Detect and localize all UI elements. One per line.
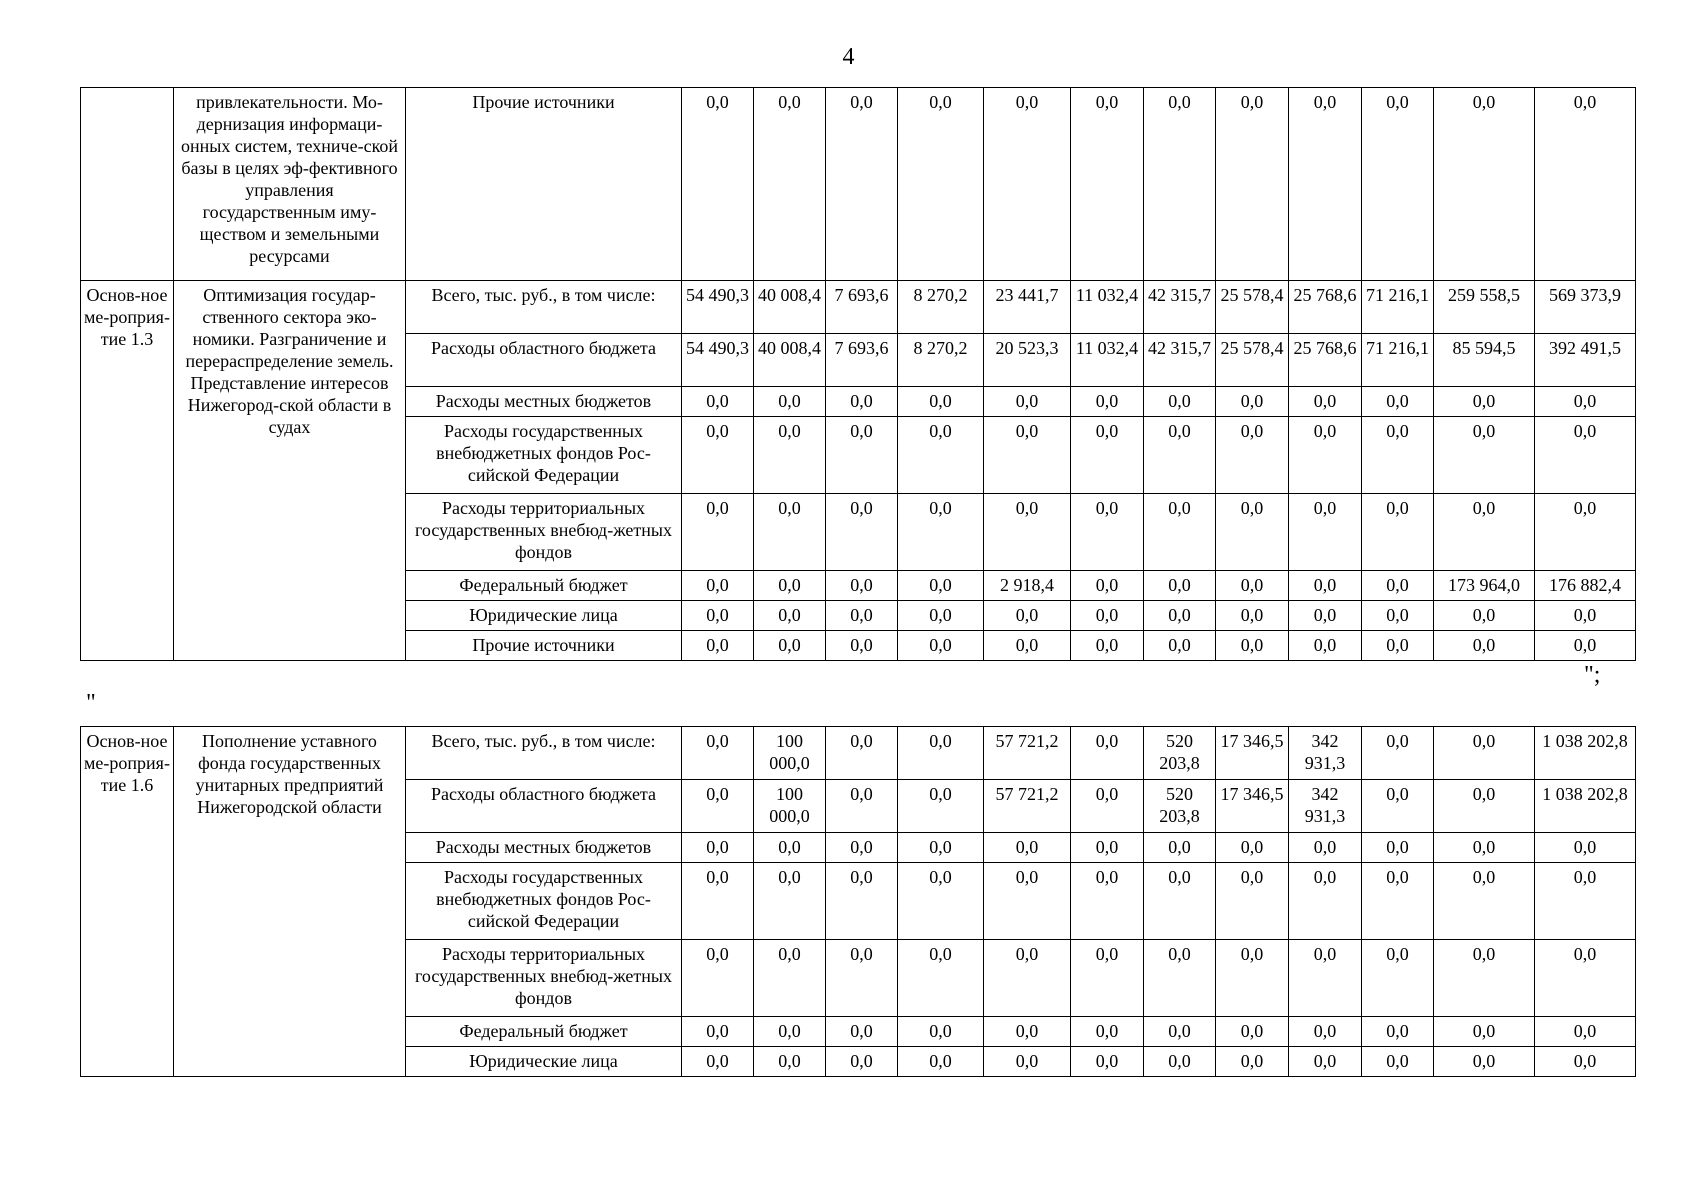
value-cell: 7 693,6 (826, 334, 898, 387)
value-cell: 0,0 (1362, 387, 1434, 417)
funding-source-cell: Расходы областного бюджета (406, 334, 682, 387)
value-cell: 0,0 (1434, 631, 1535, 661)
value-cell: 0,0 (1071, 780, 1144, 833)
value-cell: 0,0 (826, 1017, 898, 1047)
value-cell: 0,0 (1071, 387, 1144, 417)
value-cell: 0,0 (754, 940, 826, 1017)
measure-label-cell: Основ-ное ме-роприя-тие 1.3 (81, 281, 174, 661)
measure-name-cell: привлекательности. Мо-дернизация информаци-онных систем, техниче-ской базы в целях эф-фективного управления государственным иму-ществом и земельными ресурсами (174, 88, 406, 281)
value-cell: 0,0 (1071, 631, 1144, 661)
funding-source-cell: Всего, тыс. руб., в том числе: (406, 281, 682, 334)
closing-quote-mark: "; (1584, 662, 1601, 688)
value-cell: 0,0 (1289, 1017, 1362, 1047)
value-cell: 0,0 (826, 727, 898, 780)
value-cell: 0,0 (682, 940, 754, 1017)
value-cell: 0,0 (1216, 1047, 1289, 1077)
value-cell: 0,0 (826, 833, 898, 863)
value-cell: 520 203,8 (1144, 780, 1216, 833)
funding-source-cell: Всего, тыс. руб., в том числе: (406, 727, 682, 780)
value-cell: 0,0 (682, 494, 754, 571)
funding-source-cell: Расходы территориальных государственных внебюд-жетных фондов (406, 940, 682, 1017)
value-cell: 0,0 (1216, 1017, 1289, 1047)
value-cell: 0,0 (1144, 940, 1216, 1017)
value-cell: 25 768,6 (1289, 334, 1362, 387)
value-cell: 0,0 (1362, 833, 1434, 863)
funding-source-cell: Юридические лица (406, 601, 682, 631)
value-cell: 7 693,6 (826, 281, 898, 334)
value-cell: 0,0 (826, 387, 898, 417)
value-cell: 342 931,3 (1289, 780, 1362, 833)
value-cell: 0,0 (898, 571, 984, 601)
value-cell: 0,0 (754, 1047, 826, 1077)
value-cell: 0,0 (1216, 833, 1289, 863)
value-cell: 17 346,5 (1216, 727, 1289, 780)
value-cell: 0,0 (1362, 1017, 1434, 1047)
funding-source-cell: Расходы местных бюджетов (406, 387, 682, 417)
value-cell: 54 490,3 (682, 281, 754, 334)
value-cell: 0,0 (1362, 88, 1434, 281)
value-cell: 40 008,4 (754, 334, 826, 387)
value-cell: 0,0 (1434, 1017, 1535, 1047)
value-cell: 0,0 (984, 863, 1071, 940)
value-cell: 0,0 (1144, 88, 1216, 281)
value-cell: 0,0 (1535, 863, 1636, 940)
value-cell: 0,0 (754, 417, 826, 494)
value-cell: 0,0 (1144, 1017, 1216, 1047)
value-cell: 0,0 (826, 780, 898, 833)
value-cell: 0,0 (754, 631, 826, 661)
value-cell: 0,0 (984, 833, 1071, 863)
value-cell: 20 523,3 (984, 334, 1071, 387)
value-cell: 57 721,2 (984, 727, 1071, 780)
value-cell: 100 000,0 (754, 727, 826, 780)
value-cell: 0,0 (1289, 417, 1362, 494)
value-cell: 0,0 (1216, 863, 1289, 940)
value-cell: 0,0 (826, 631, 898, 661)
value-cell: 0,0 (1535, 387, 1636, 417)
value-cell: 2 918,4 (984, 571, 1071, 601)
value-cell: 0,0 (682, 387, 754, 417)
value-cell: 0,0 (898, 631, 984, 661)
value-cell: 0,0 (1216, 940, 1289, 1017)
value-cell: 0,0 (1289, 494, 1362, 571)
value-cell: 71 216,1 (1362, 281, 1434, 334)
funding-source-cell: Расходы государственных внебюджетных фондов Рос-сийской Федерации (406, 863, 682, 940)
value-cell: 0,0 (682, 863, 754, 940)
value-cell: 0,0 (1289, 571, 1362, 601)
value-cell: 0,0 (1535, 88, 1636, 281)
value-cell: 0,0 (1071, 571, 1144, 601)
value-cell: 0,0 (984, 601, 1071, 631)
value-cell: 0,0 (1289, 940, 1362, 1017)
funding-source-cell: Прочие источники (406, 88, 682, 281)
value-cell: 40 008,4 (754, 281, 826, 334)
table-row (81, 281, 1636, 334)
value-cell: 0,0 (898, 417, 984, 494)
value-cell: 0,0 (1434, 387, 1535, 417)
table-row (81, 88, 1636, 281)
value-cell: 0,0 (1362, 417, 1434, 494)
value-cell: 0,0 (898, 727, 984, 780)
value-cell: 0,0 (682, 1047, 754, 1077)
value-cell: 0,0 (1071, 1047, 1144, 1077)
value-cell: 0,0 (826, 1047, 898, 1077)
value-cell: 0,0 (1362, 863, 1434, 940)
value-cell: 0,0 (1535, 940, 1636, 1017)
funding-source-cell: Расходы территориальных государственных внебюд-жетных фондов (406, 494, 682, 571)
value-cell: 0,0 (754, 863, 826, 940)
value-cell: 0,0 (1144, 631, 1216, 661)
value-cell: 0,0 (1144, 833, 1216, 863)
page-number: 4 (842, 44, 855, 70)
value-cell: 42 315,7 (1144, 281, 1216, 334)
value-cell: 0,0 (1289, 387, 1362, 417)
value-cell: 0,0 (984, 417, 1071, 494)
value-cell: 0,0 (1071, 833, 1144, 863)
value-cell: 0,0 (1289, 863, 1362, 940)
value-cell: 0,0 (1289, 833, 1362, 863)
value-cell: 0,0 (1289, 1047, 1362, 1077)
value-cell: 0,0 (754, 88, 826, 281)
value-cell: 0,0 (1362, 940, 1434, 1017)
value-cell: 0,0 (898, 494, 984, 571)
value-cell: 0,0 (826, 940, 898, 1017)
value-cell: 0,0 (1362, 571, 1434, 601)
value-cell: 11 032,4 (1071, 281, 1144, 334)
value-cell: 0,0 (1434, 833, 1535, 863)
value-cell: 0,0 (1144, 387, 1216, 417)
value-cell: 0,0 (1216, 494, 1289, 571)
value-cell: 0,0 (826, 417, 898, 494)
value-cell: 1 038 202,8 (1535, 727, 1636, 780)
value-cell: 0,0 (826, 863, 898, 940)
value-cell: 0,0 (984, 88, 1071, 281)
value-cell: 0,0 (1434, 780, 1535, 833)
value-cell: 0,0 (1071, 863, 1144, 940)
value-cell: 8 270,2 (898, 281, 984, 334)
measure-name-cell: Пополнение уставного фонда государственных унитарных предприятий Нижегородской области (174, 727, 406, 1077)
value-cell: 0,0 (1535, 601, 1636, 631)
value-cell: 0,0 (1362, 494, 1434, 571)
funding-source-cell: Юридические лица (406, 1047, 682, 1077)
value-cell: 0,0 (898, 88, 984, 281)
value-cell: 0,0 (984, 387, 1071, 417)
value-cell: 569 373,9 (1535, 281, 1636, 334)
value-cell: 0,0 (1071, 601, 1144, 631)
value-cell: 0,0 (1289, 88, 1362, 281)
value-cell: 0,0 (898, 833, 984, 863)
value-cell: 0,0 (1216, 601, 1289, 631)
value-cell: 0,0 (898, 940, 984, 1017)
value-cell: 0,0 (1434, 417, 1535, 494)
value-cell: 0,0 (898, 863, 984, 940)
value-cell: 0,0 (1434, 863, 1535, 940)
value-cell: 0,0 (1535, 417, 1636, 494)
value-cell: 0,0 (984, 1047, 1071, 1077)
value-cell: 0,0 (1535, 494, 1636, 571)
value-cell: 176 882,4 (1535, 571, 1636, 601)
value-cell: 0,0 (1216, 387, 1289, 417)
value-cell: 0,0 (984, 940, 1071, 1017)
value-cell: 0,0 (1362, 601, 1434, 631)
funding-source-cell: Расходы государственных внебюджетных фондов Рос-сийской Федерации (406, 417, 682, 494)
value-cell: 0,0 (754, 494, 826, 571)
value-cell: 0,0 (1071, 940, 1144, 1017)
value-cell: 0,0 (898, 780, 984, 833)
value-cell: 0,0 (1216, 88, 1289, 281)
value-cell: 0,0 (1071, 494, 1144, 571)
measure-label-cell: Основ-ное ме-роприя-тие 1.6 (81, 727, 174, 1077)
value-cell: 42 315,7 (1144, 334, 1216, 387)
value-cell: 0,0 (754, 571, 826, 601)
value-cell: 8 270,2 (898, 334, 984, 387)
value-cell: 392 491,5 (1535, 334, 1636, 387)
value-cell: 0,0 (1144, 1047, 1216, 1077)
value-cell: 0,0 (1144, 601, 1216, 631)
funding-source-cell: Федеральный бюджет (406, 571, 682, 601)
value-cell: 100 000,0 (754, 780, 826, 833)
value-cell: 0,0 (1144, 863, 1216, 940)
value-cell: 0,0 (682, 571, 754, 601)
value-cell: 173 964,0 (1434, 571, 1535, 601)
value-cell: 0,0 (984, 631, 1071, 661)
funding-source-cell: Расходы областного бюджета (406, 780, 682, 833)
table-row (81, 727, 1636, 780)
value-cell: 17 346,5 (1216, 780, 1289, 833)
value-cell: 259 558,5 (1434, 281, 1535, 334)
value-cell: 0,0 (898, 1047, 984, 1077)
value-cell: 0,0 (754, 387, 826, 417)
value-cell: 0,0 (1289, 631, 1362, 661)
value-cell: 0,0 (682, 833, 754, 863)
value-cell: 0,0 (826, 494, 898, 571)
value-cell: 0,0 (1362, 727, 1434, 780)
value-cell: 0,0 (826, 601, 898, 631)
value-cell: 0,0 (1216, 417, 1289, 494)
value-cell: 0,0 (1071, 88, 1144, 281)
value-cell: 0,0 (1434, 494, 1535, 571)
funding-source-cell: Федеральный бюджет (406, 1017, 682, 1047)
value-cell: 0,0 (1144, 417, 1216, 494)
value-cell: 0,0 (898, 1017, 984, 1047)
value-cell: 0,0 (1535, 833, 1636, 863)
value-cell: 0,0 (1071, 727, 1144, 780)
value-cell: 0,0 (1362, 631, 1434, 661)
value-cell: 0,0 (984, 1017, 1071, 1047)
value-cell: 0,0 (1434, 88, 1535, 281)
value-cell: 0,0 (898, 601, 984, 631)
value-cell: 0,0 (754, 833, 826, 863)
budget-table-continuation (80, 87, 1636, 661)
value-cell: 0,0 (1535, 1047, 1636, 1077)
value-cell: 342 931,3 (1289, 727, 1362, 780)
funding-source-cell: Расходы местных бюджетов (406, 833, 682, 863)
value-cell: 54 490,3 (682, 334, 754, 387)
value-cell: 0,0 (1289, 601, 1362, 631)
value-cell: 0,0 (1362, 1047, 1434, 1077)
value-cell: 0,0 (826, 88, 898, 281)
value-cell: 0,0 (1362, 780, 1434, 833)
opening-quote-mark: " (86, 690, 96, 716)
value-cell: 0,0 (1434, 727, 1535, 780)
value-cell: 0,0 (1434, 940, 1535, 1017)
value-cell: 71 216,1 (1362, 334, 1434, 387)
value-cell: 0,0 (1071, 1017, 1144, 1047)
value-cell: 0,0 (1434, 1047, 1535, 1077)
value-cell: 0,0 (682, 601, 754, 631)
value-cell: 0,0 (984, 494, 1071, 571)
value-cell: 0,0 (1216, 631, 1289, 661)
value-cell: 0,0 (682, 417, 754, 494)
value-cell: 0,0 (1216, 571, 1289, 601)
value-cell: 1 038 202,8 (1535, 780, 1636, 833)
measure-name-cell: Оптимизация государ-ственного сектора эко-номики. Разграничение и перераспределение земель. Представление интересов Нижегород-ской области в судах (174, 281, 406, 661)
value-cell: 23 441,7 (984, 281, 1071, 334)
value-cell: 0,0 (1434, 601, 1535, 631)
value-cell: 0,0 (1144, 571, 1216, 601)
value-cell: 0,0 (1144, 494, 1216, 571)
value-cell: 25 768,6 (1289, 281, 1362, 334)
value-cell: 0,0 (898, 387, 984, 417)
funding-source-cell: Прочие источники (406, 631, 682, 661)
value-cell: 0,0 (682, 88, 754, 281)
measure-label-cell (81, 88, 174, 281)
value-cell: 25 578,4 (1216, 334, 1289, 387)
value-cell: 25 578,4 (1216, 281, 1289, 334)
value-cell: 0,0 (682, 727, 754, 780)
value-cell: 0,0 (1535, 631, 1636, 661)
value-cell: 0,0 (754, 1017, 826, 1047)
value-cell: 0,0 (754, 601, 826, 631)
value-cell: 85 594,5 (1434, 334, 1535, 387)
budget-table-measure-1-6 (80, 726, 1636, 1077)
value-cell: 57 721,2 (984, 780, 1071, 833)
value-cell: 0,0 (682, 780, 754, 833)
value-cell: 0,0 (826, 571, 898, 601)
value-cell: 0,0 (1535, 1017, 1636, 1047)
value-cell: 0,0 (682, 1017, 754, 1047)
value-cell: 11 032,4 (1071, 334, 1144, 387)
value-cell: 0,0 (682, 631, 754, 661)
value-cell: 520 203,8 (1144, 727, 1216, 780)
value-cell: 0,0 (1071, 417, 1144, 494)
